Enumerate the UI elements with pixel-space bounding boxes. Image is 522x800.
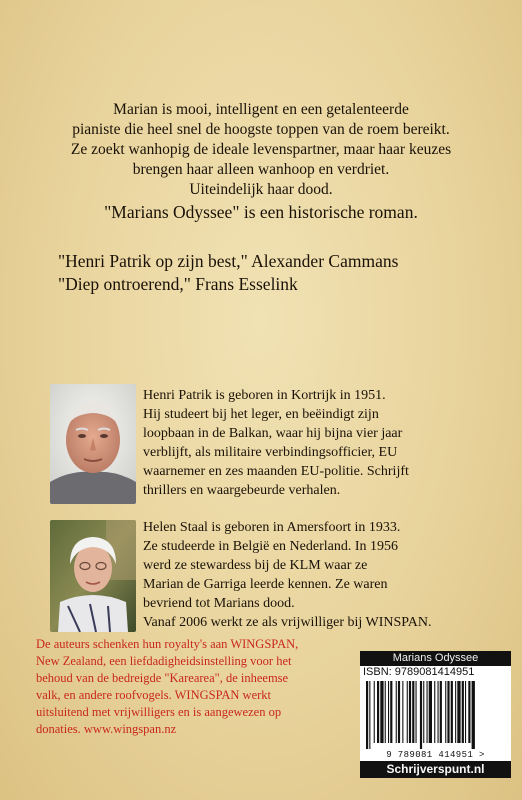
bio-line: Vanaf 2006 werkt ze als vrijwilliger bij WINSPAN. (143, 615, 432, 630)
charity-line: uitsluitend met vrijwilligers en is aangewezen op (36, 705, 282, 719)
bio-line: loopbaan in de Balkan, waar hij bijna vier jaar (143, 426, 403, 441)
barcode-panel (360, 666, 511, 761)
bio-line: thrillers en waargebeurde verhalen. (143, 483, 341, 498)
charity-line: De auteurs schenken hun royalty's aan WINGSPAN, (36, 637, 299, 651)
synopsis-line: Ze zoekt wanhopig de ideale levenspartner, maar haar keuzes (70, 141, 452, 158)
barcode-bar (455, 681, 456, 743)
barcode-bar (374, 681, 375, 743)
barcode-bar (409, 681, 411, 743)
publisher-name: Schrijverspunt.nl (360, 761, 511, 778)
barcode-bar (468, 681, 470, 743)
barcode-bar (420, 681, 422, 749)
barcode-bar (396, 681, 397, 743)
barcode-bar (429, 681, 432, 743)
author-bio-helen (143, 518, 515, 632)
charity-note (36, 636, 356, 738)
barcode-bar (447, 681, 449, 743)
bio-line: Henri Patrik is geboren in Kortrijk in 1951. (143, 388, 386, 403)
charity-line: New Zealand, een liefdadigheidsinstelling voor het (36, 654, 292, 668)
barcode-book-title: Marians Odyssee (360, 651, 511, 666)
barcode-bar (412, 681, 414, 743)
barcode-bar (423, 681, 424, 743)
barcode-bar (457, 681, 460, 743)
bio-line: bevriend tot Marians dood. (143, 596, 295, 611)
barcode-bar (390, 681, 392, 743)
isbn-barcode-block (360, 651, 511, 776)
barcode-bar (440, 681, 442, 743)
barcode-bar (388, 681, 389, 743)
barcode-bar (451, 681, 453, 743)
author-bio-henri (143, 386, 515, 500)
synopsis (0, 100, 522, 200)
bio-line: Ze studeerde in België en Nederland. In 1956 (143, 539, 399, 554)
barcode-bar (369, 681, 370, 749)
review-quotes (58, 250, 518, 296)
bio-line: Hij studeert bij het leger, en beëindigt zijn (143, 407, 379, 422)
barcode-bar (472, 681, 475, 749)
barcode-bar (366, 681, 368, 749)
barcode-bar (416, 681, 417, 743)
author-photo-helen (50, 520, 136, 632)
barcode-bar (438, 681, 439, 743)
review-quote: "Henri Patrik op zijn best," Alexander Cammans (58, 251, 399, 271)
barcode-bar (398, 681, 400, 743)
charity-line: donaties. www.wingspan.nz (36, 722, 177, 736)
bio-line: Marian de Garriga leerde kennen. Ze waren (143, 577, 388, 592)
synopsis-line: pianiste die heel snel de hoogste toppen van de roem bereikt. (72, 121, 450, 138)
bio-line: waarnemer en zes maanden EU-politie. Schrijft (143, 464, 409, 479)
isbn-number: ISBN: 9789081414951 (363, 666, 475, 678)
barcode-bar (407, 681, 408, 743)
synopsis-line: Marian is mooi, intelligent en een getalenteerde (113, 101, 409, 118)
barcode-bar (377, 681, 379, 743)
barcode-bar (462, 681, 464, 743)
bio-line: werd ze stewardess bij de KLM waar ze (143, 558, 368, 573)
barcode-bar (465, 681, 466, 743)
barcode-bar (385, 681, 386, 743)
barcode-digits: 9 789081 414951 > (386, 750, 485, 760)
barcode-bar (434, 681, 435, 743)
barcode-bar (380, 681, 383, 743)
bio-line: verblijft, als militaire verbindingsofficier, EU (143, 445, 398, 460)
genre-tagline: "Marians Odyssee" is een historische roman. (104, 202, 418, 222)
review-quote: "Diep ontroerend," Frans Esselink (58, 274, 298, 294)
author-photo-henri (50, 384, 136, 504)
synopsis-line: brengen haar alleen wanhoop en verdriet. (132, 161, 390, 178)
barcode-bar (445, 681, 446, 743)
portrait-woman-image (50, 520, 136, 632)
portrait-man-image (50, 384, 136, 504)
bio-line: Helen Staal is geboren in Amersfoort in 1933. (143, 520, 401, 535)
synopsis-line: Uiteindelijk haar dood. (189, 181, 333, 198)
barcode-bars (366, 681, 505, 749)
charity-line: valk, en andere roofvogels. WINGSPAN werkt (36, 688, 272, 702)
charity-line: behoud van de bedreigde "Karearea", de inheemse (36, 671, 289, 685)
barcode-bar (427, 681, 428, 743)
barcode-bar (402, 681, 403, 743)
